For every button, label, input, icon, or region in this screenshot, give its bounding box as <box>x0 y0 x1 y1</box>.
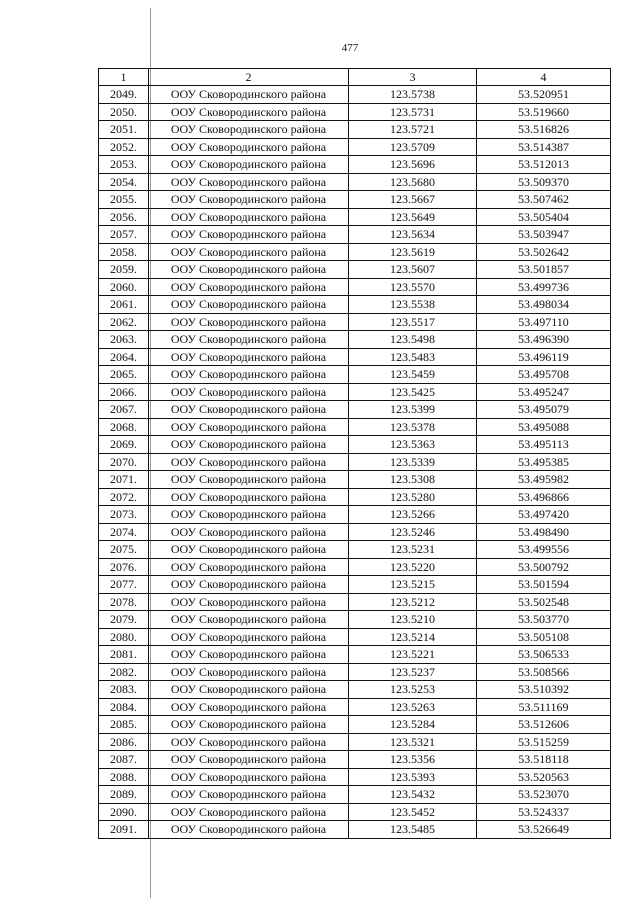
row-number: 2067. <box>99 401 149 419</box>
table-row <box>99 348 611 366</box>
row-latitude: 53.510392 <box>477 681 611 699</box>
row-latitude: 53.508566 <box>477 663 611 681</box>
row-number: 2070. <box>99 453 149 471</box>
row-name: ООУ Сковородинского района <box>149 138 349 156</box>
row-longitude: 123.5721 <box>349 121 477 139</box>
row-longitude: 123.5425 <box>349 383 477 401</box>
row-longitude: 123.5709 <box>349 138 477 156</box>
row-number: 2085. <box>99 716 149 734</box>
row-longitude: 123.5378 <box>349 418 477 436</box>
table-row <box>99 646 611 664</box>
column-header-1: 1 <box>99 69 149 86</box>
table-row <box>99 628 611 646</box>
row-longitude: 123.5459 <box>349 366 477 384</box>
row-latitude: 53.495088 <box>477 418 611 436</box>
row-latitude: 53.496390 <box>477 331 611 349</box>
row-name: ООУ Сковородинского района <box>149 628 349 646</box>
table-row <box>99 366 611 384</box>
row-name: ООУ Сковородинского района <box>149 803 349 821</box>
row-latitude: 53.507462 <box>477 191 611 209</box>
row-longitude: 123.5570 <box>349 278 477 296</box>
row-number: 2058. <box>99 243 149 261</box>
row-number: 2064. <box>99 348 149 366</box>
column-header-3: 3 <box>349 69 477 86</box>
row-name: ООУ Сковородинского района <box>149 541 349 559</box>
row-number: 2088. <box>99 768 149 786</box>
table-row <box>99 261 611 279</box>
row-latitude: 53.520563 <box>477 768 611 786</box>
row-latitude: 53.520951 <box>477 86 611 104</box>
row-longitude: 123.5483 <box>349 348 477 366</box>
table-body <box>99 86 611 839</box>
row-longitude: 123.5220 <box>349 558 477 576</box>
row-latitude: 53.495708 <box>477 366 611 384</box>
row-number: 2065. <box>99 366 149 384</box>
table-row <box>99 663 611 681</box>
row-longitude: 123.5619 <box>349 243 477 261</box>
table-row <box>99 488 611 506</box>
row-number: 2052. <box>99 138 149 156</box>
row-longitude: 123.5263 <box>349 698 477 716</box>
row-name: ООУ Сковородинского района <box>149 121 349 139</box>
row-name: ООУ Сковородинского района <box>149 383 349 401</box>
row-number: 2057. <box>99 226 149 244</box>
row-longitude: 123.5680 <box>349 173 477 191</box>
row-longitude: 123.5399 <box>349 401 477 419</box>
row-number: 2083. <box>99 681 149 699</box>
table-row <box>99 453 611 471</box>
row-number: 2071. <box>99 471 149 489</box>
row-latitude: 53.505108 <box>477 628 611 646</box>
row-latitude: 53.502548 <box>477 593 611 611</box>
row-name: ООУ Сковородинского района <box>149 488 349 506</box>
row-name: ООУ Сковородинского района <box>149 558 349 576</box>
row-longitude: 123.5634 <box>349 226 477 244</box>
row-number: 2061. <box>99 296 149 314</box>
row-latitude: 53.515259 <box>477 733 611 751</box>
row-latitude: 53.526649 <box>477 821 611 839</box>
row-latitude: 53.512606 <box>477 716 611 734</box>
row-name: ООУ Сковородинского района <box>149 86 349 104</box>
row-latitude: 53.496119 <box>477 348 611 366</box>
row-latitude: 53.497110 <box>477 313 611 331</box>
row-latitude: 53.506533 <box>477 646 611 664</box>
row-name: ООУ Сковородинского района <box>149 663 349 681</box>
row-name: ООУ Сковородинского района <box>149 103 349 121</box>
row-number: 2087. <box>99 751 149 769</box>
table-row <box>99 208 611 226</box>
row-latitude: 53.501857 <box>477 261 611 279</box>
table-row <box>99 86 611 104</box>
row-name: ООУ Сковородинского района <box>149 366 349 384</box>
table-row <box>99 313 611 331</box>
row-longitude: 123.5498 <box>349 331 477 349</box>
table-row <box>99 541 611 559</box>
row-latitude: 53.502642 <box>477 243 611 261</box>
row-longitude: 123.5253 <box>349 681 477 699</box>
row-number: 2090. <box>99 803 149 821</box>
row-name: ООУ Сковородинского района <box>149 751 349 769</box>
row-latitude: 53.501594 <box>477 576 611 594</box>
row-name: ООУ Сковородинского района <box>149 173 349 191</box>
row-longitude: 123.5363 <box>349 436 477 454</box>
row-number: 2076. <box>99 558 149 576</box>
row-number: 2075. <box>99 541 149 559</box>
row-longitude: 123.5280 <box>349 488 477 506</box>
row-name: ООУ Сковородинского района <box>149 768 349 786</box>
row-name: ООУ Сковородинского района <box>149 331 349 349</box>
row-longitude: 123.5667 <box>349 191 477 209</box>
row-longitude: 123.5731 <box>349 103 477 121</box>
column-header-4: 4 <box>477 69 611 86</box>
row-name: ООУ Сковородинского района <box>149 698 349 716</box>
row-latitude: 53.495113 <box>477 436 611 454</box>
row-longitude: 123.5237 <box>349 663 477 681</box>
row-number: 2060. <box>99 278 149 296</box>
row-latitude: 53.516826 <box>477 121 611 139</box>
row-latitude: 53.499556 <box>477 541 611 559</box>
row-longitude: 123.5210 <box>349 611 477 629</box>
row-latitude: 53.514387 <box>477 138 611 156</box>
row-name: ООУ Сковородинского района <box>149 593 349 611</box>
row-name: ООУ Сковородинского района <box>149 681 349 699</box>
table-row <box>99 786 611 804</box>
row-longitude: 123.5432 <box>349 786 477 804</box>
table-row <box>99 698 611 716</box>
row-longitude: 123.5393 <box>349 768 477 786</box>
row-longitude: 123.5308 <box>349 471 477 489</box>
row-latitude: 53.495982 <box>477 471 611 489</box>
row-longitude: 123.5517 <box>349 313 477 331</box>
row-name: ООУ Сковородинского района <box>149 523 349 541</box>
row-number: 2077. <box>99 576 149 594</box>
row-latitude: 53.519660 <box>477 103 611 121</box>
row-latitude: 53.499736 <box>477 278 611 296</box>
row-longitude: 123.5696 <box>349 156 477 174</box>
row-name: ООУ Сковородинского района <box>149 471 349 489</box>
table-row <box>99 156 611 174</box>
table-row <box>99 471 611 489</box>
row-latitude: 53.498490 <box>477 523 611 541</box>
row-name: ООУ Сковородинского района <box>149 821 349 839</box>
row-latitude: 53.500792 <box>477 558 611 576</box>
row-longitude: 123.5485 <box>349 821 477 839</box>
table-row <box>99 751 611 769</box>
row-number: 2056. <box>99 208 149 226</box>
table-row <box>99 593 611 611</box>
table-row <box>99 558 611 576</box>
row-name: ООУ Сковородинского района <box>149 243 349 261</box>
table-row <box>99 401 611 419</box>
row-number: 2055. <box>99 191 149 209</box>
row-latitude: 53.505404 <box>477 208 611 226</box>
row-longitude: 123.5284 <box>349 716 477 734</box>
column-header-2: 2 <box>149 69 349 86</box>
row-name: ООУ Сковородинского района <box>149 208 349 226</box>
row-name: ООУ Сковородинского района <box>149 436 349 454</box>
row-longitude: 123.5538 <box>349 296 477 314</box>
row-longitude: 123.5212 <box>349 593 477 611</box>
table-row <box>99 436 611 454</box>
row-longitude: 123.5356 <box>349 751 477 769</box>
row-number: 2082. <box>99 663 149 681</box>
coordinates-table <box>98 68 611 839</box>
row-name: ООУ Сковородинского района <box>149 156 349 174</box>
row-name: ООУ Сковородинского района <box>149 226 349 244</box>
row-latitude: 53.511169 <box>477 698 611 716</box>
table-row <box>99 173 611 191</box>
row-name: ООУ Сковородинского района <box>149 646 349 664</box>
row-latitude: 53.503770 <box>477 611 611 629</box>
row-name: ООУ Сковородинского района <box>149 611 349 629</box>
row-longitude: 123.5339 <box>349 453 477 471</box>
row-number: 2062. <box>99 313 149 331</box>
row-latitude: 53.518118 <box>477 751 611 769</box>
row-name: ООУ Сковородинского района <box>149 313 349 331</box>
row-number: 2059. <box>99 261 149 279</box>
row-latitude: 53.524337 <box>477 803 611 821</box>
row-number: 2091. <box>99 821 149 839</box>
row-longitude: 123.5215 <box>349 576 477 594</box>
table-row <box>99 611 611 629</box>
row-name: ООУ Сковородинского района <box>149 261 349 279</box>
row-number: 2066. <box>99 383 149 401</box>
row-longitude: 123.5246 <box>349 523 477 541</box>
row-number: 2074. <box>99 523 149 541</box>
row-name: ООУ Сковородинского района <box>149 506 349 524</box>
row-number: 2068. <box>99 418 149 436</box>
table-row <box>99 803 611 821</box>
table-row <box>99 418 611 436</box>
row-name: ООУ Сковородинского района <box>149 576 349 594</box>
row-latitude: 53.496866 <box>477 488 611 506</box>
row-latitude: 53.523070 <box>477 786 611 804</box>
table-row <box>99 331 611 349</box>
row-longitude: 123.5214 <box>349 628 477 646</box>
table-row <box>99 296 611 314</box>
row-latitude: 53.495247 <box>477 383 611 401</box>
row-number: 2084. <box>99 698 149 716</box>
row-latitude: 53.495385 <box>477 453 611 471</box>
table-row <box>99 523 611 541</box>
row-longitude: 123.5649 <box>349 208 477 226</box>
row-longitude: 123.5221 <box>349 646 477 664</box>
row-number: 2063. <box>99 331 149 349</box>
row-name: ООУ Сковородинского района <box>149 296 349 314</box>
row-latitude: 53.497420 <box>477 506 611 524</box>
row-name: ООУ Сковородинского района <box>149 786 349 804</box>
row-name: ООУ Сковородинского района <box>149 401 349 419</box>
row-number: 2081. <box>99 646 149 664</box>
row-latitude: 53.498034 <box>477 296 611 314</box>
table-row <box>99 681 611 699</box>
row-latitude: 53.509370 <box>477 173 611 191</box>
page-number: 477 <box>341 42 359 54</box>
table-row <box>99 821 611 839</box>
table-row <box>99 121 611 139</box>
row-longitude: 123.5321 <box>349 733 477 751</box>
row-latitude: 53.512013 <box>477 156 611 174</box>
header-row <box>99 69 611 86</box>
row-number: 2078. <box>99 593 149 611</box>
row-number: 2089. <box>99 786 149 804</box>
row-longitude: 123.5452 <box>349 803 477 821</box>
table-row <box>99 576 611 594</box>
table-header <box>99 69 611 86</box>
row-longitude: 123.5607 <box>349 261 477 279</box>
row-number: 2050. <box>99 103 149 121</box>
table-row <box>99 278 611 296</box>
row-number: 2072. <box>99 488 149 506</box>
row-number: 2054. <box>99 173 149 191</box>
row-name: ООУ Сковородинского района <box>149 418 349 436</box>
row-latitude: 53.495079 <box>477 401 611 419</box>
row-number: 2053. <box>99 156 149 174</box>
row-number: 2079. <box>99 611 149 629</box>
row-longitude: 123.5231 <box>349 541 477 559</box>
row-number: 2086. <box>99 733 149 751</box>
table-row <box>99 768 611 786</box>
table-row <box>99 716 611 734</box>
table-row <box>99 383 611 401</box>
row-name: ООУ Сковородинского района <box>149 453 349 471</box>
row-name: ООУ Сковородинского района <box>149 716 349 734</box>
table-row <box>99 103 611 121</box>
row-longitude: 123.5266 <box>349 506 477 524</box>
row-longitude: 123.5738 <box>349 86 477 104</box>
table-row <box>99 138 611 156</box>
table-row <box>99 243 611 261</box>
table-row <box>99 733 611 751</box>
table-row <box>99 191 611 209</box>
row-number: 2073. <box>99 506 149 524</box>
row-number: 2049. <box>99 86 149 104</box>
row-latitude: 53.503947 <box>477 226 611 244</box>
row-number: 2069. <box>99 436 149 454</box>
row-name: ООУ Сковородинского района <box>149 191 349 209</box>
row-name: ООУ Сковородинского района <box>149 348 349 366</box>
row-number: 2051. <box>99 121 149 139</box>
table-row <box>99 226 611 244</box>
row-name: ООУ Сковородинского района <box>149 733 349 751</box>
table-row <box>99 506 611 524</box>
row-number: 2080. <box>99 628 149 646</box>
row-name: ООУ Сковородинского района <box>149 278 349 296</box>
